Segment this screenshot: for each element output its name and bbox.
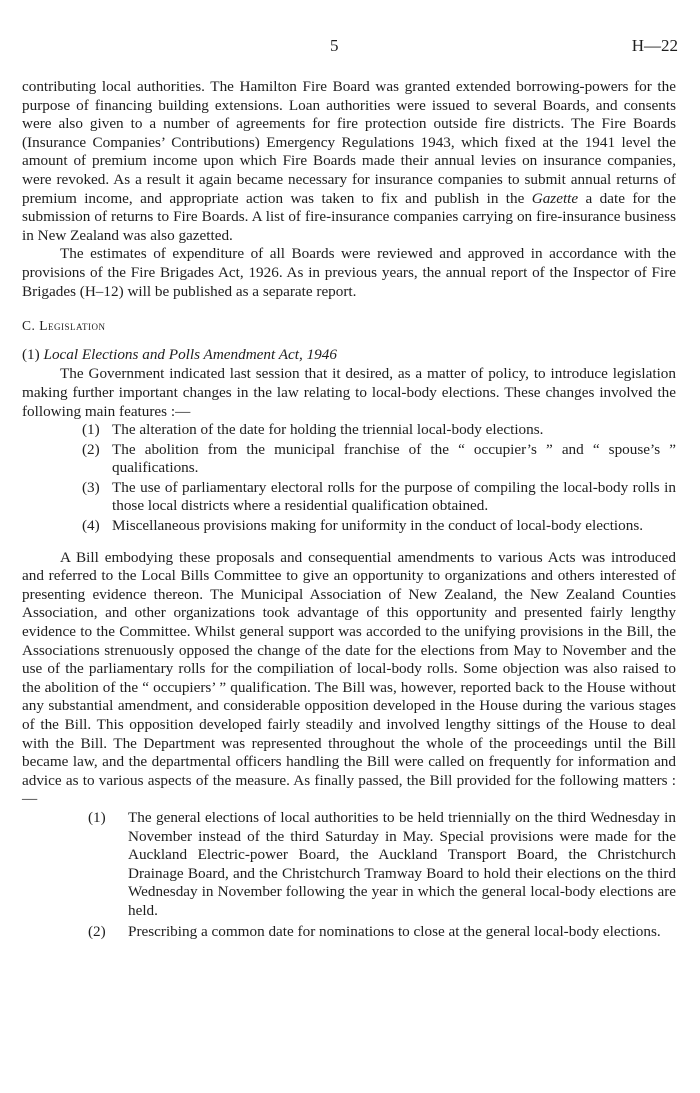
list-item: [22, 479, 676, 516]
paragraph-government-intent: The Government indicated last session that it desired, as a matter of policy, to introduce legislation making further important changes in the law relating to local-body elections. These changes involved the following main features :—: [22, 365, 676, 420]
list-item-number: (1): [82, 421, 100, 439]
provisions-list: [22, 809, 676, 941]
list-item-number: (3): [82, 478, 100, 496]
features-list: [22, 421, 676, 536]
subsection-number: (1): [22, 345, 44, 363]
paragraph-bill-history: A Bill embodying these proposals and consequential amendments to various Acts was introduced and referred to the Local Bills Committee to give an opportunity to organizations and others interested of presenting evidence thereon. The Municipal Association of New Zealand, the New Zealand Counties Association, and other organizations took advantage of this opportunity and presented fairly lengthy evidence to the Committee. Whilst general support was accorded to the unifying provisions in the Bill, the Associations strenuously opposed the change of the date for the elections from May to November and the use of the parliamentary rolls for the compiliation of local-body rolls. Some objection was also raised to the abolition of the “ occupiers’ ” qualification. The Bill was, however, reported back to the House without any substantial amendment, and considerable opposition developed in the House during the various stages of the Bill. This opposition developed fairly steadily and involved lengthy sittings of the House to deal with the Bill. The Department was represented throughout the whole of the proceedings until the Bill became law, and the departmental officers handling the Bill were called on frequently for information and advice as to various aspects of the measure. As finally passed, the Bill provided for the following matters :—: [22, 548, 676, 808]
list-item: [22, 809, 676, 921]
paragraph-estimates: The estimates of expenditure of all Boards were reviewed and approved in accordance with the provisions of the Fire Brigades Act, 1926. As in previous years, the annual report of the Inspector of Fire Brigades (H–12) will be published as a separate report.: [22, 245, 676, 300]
list-item-number: (2): [82, 440, 100, 458]
list-item-text: The use of parliamentary electoral rolls for the purpose of compiling the local-body rolls in those local districts where a residential qualification obtained.: [112, 478, 676, 515]
list-item: [22, 923, 676, 942]
paragraph-text-tail: a date for the submission of returns to Fire Boards. A list of fire-insurance companies carrying on fire-insurance business in New Zealand was also gazetted.: [22, 189, 676, 244]
list-item-text: Prescribing a common date for nominations to close at the general local-body elections.: [128, 922, 661, 940]
subsection-heading: [22, 346, 676, 365]
document-body: [22, 78, 676, 943]
page-number: 5: [330, 36, 339, 55]
paragraph-text: contributing local authorities. The Hamilton Fire Board was granted extended borrowing-powers for the purpose of financing building extensions. Loan authorities were issued to several Boards, and consents were also given to a number of agreements for fire protection outside fire districts. The Fire Boards (Insurance Companies’ Contributions) Emergency Regulations 1943, which fixed at the 1941 level the amount of premium income upon which Fire Boards made their annual levies on insurance companies, were revoked. As a result it again became necessary for insurance companies to submit annual returns of premium income, and appropriate action was taken to fix and publish in the: [22, 78, 676, 207]
list-item-number: (4): [82, 517, 100, 535]
list-item: [22, 421, 676, 440]
document-reference: H—22: [631, 36, 678, 55]
subsection-title: Local Elections and Polls Amendment Act, 1946: [43, 345, 337, 363]
list-item-text: The general elections of local authorities to be held triennially on the third Wednesday in November instead of the third Saturday in May. Special provisions were made for the Auckland Electric-power Board, the Auckland Transport Board, the Christchurch Drainage Board, and the Christchurch Tramway Board to hold their elections on the third Wednesday in November following the year in which the general local-body elections are held.: [128, 808, 676, 919]
list-item-text: Miscellaneous provisions making for uniformity in the conduct of local-body elections.: [112, 517, 644, 535]
list-item-number: (1): [88, 808, 106, 826]
list-item: [22, 517, 676, 536]
gazette-italic: Gazette: [531, 189, 579, 207]
section-heading: C. Legislation: [22, 318, 106, 334]
paragraph-fire-boards: [22, 78, 676, 245]
list-item: [22, 441, 676, 478]
list-item-number: (2): [88, 922, 106, 940]
list-item-text: The alteration of the date for holding the triennial local-body elections.: [112, 421, 544, 439]
list-item-text: The abolition from the municipal franchise of the “ occupier’s ” and “ spouse’s ” qualifications.: [112, 440, 676, 477]
